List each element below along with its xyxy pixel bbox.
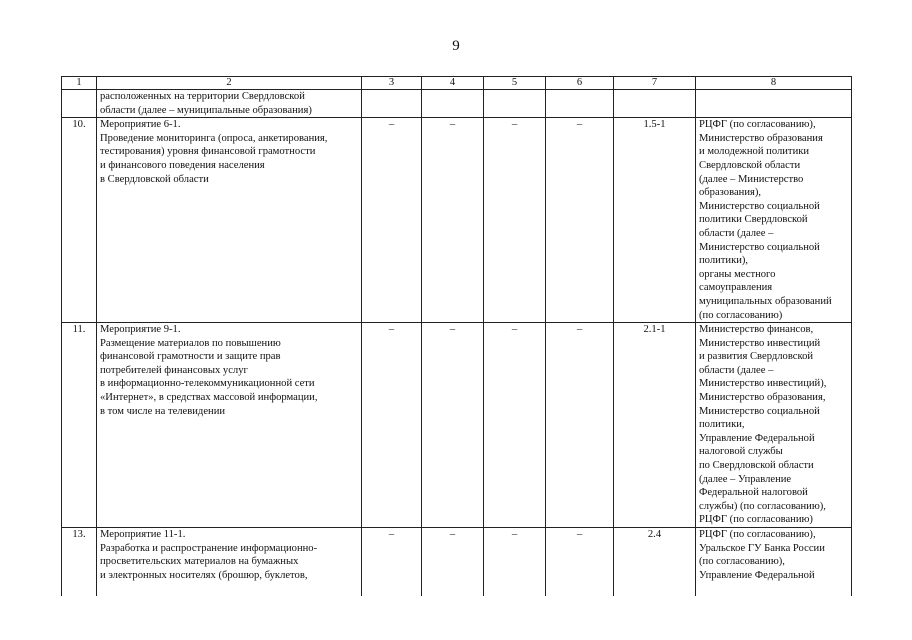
description-line: «Интернет», в средствах массовой информации,: [100, 392, 318, 404]
value-cell: [546, 90, 614, 118]
num-cell: 13.: [62, 528, 97, 597]
executor-line: (по согласованию),: [699, 556, 785, 568]
executor-line: Министерство социальной: [699, 200, 820, 212]
code-cell: [614, 90, 696, 118]
executor-line: (далее – Управление: [699, 473, 792, 485]
header-cell: 8: [696, 77, 852, 90]
description-line: просветительских материалов на бумажных: [100, 556, 299, 568]
executor-line: и развития Свердловской: [699, 351, 814, 363]
value-cell: –: [546, 323, 614, 528]
code-cell: 2.1-1: [614, 323, 696, 528]
description-line: Разработка и распространение информационно-: [100, 542, 318, 554]
description-line: тестирования) уровня финансовой грамотности: [100, 146, 316, 158]
description-line: в Свердловской области: [100, 173, 209, 185]
executor-line: области (далее –: [699, 227, 774, 239]
executors-cell: [696, 323, 852, 528]
value-cell: –: [362, 528, 422, 597]
executor-line: РЦФГ (по согласованию),: [699, 119, 816, 131]
table-row: [62, 323, 852, 528]
description-line: области (далее – муниципальные образования): [100, 104, 312, 116]
executor-line: по Свердловской области: [699, 460, 814, 472]
table-row: [62, 118, 852, 323]
header-cell: 1: [62, 77, 97, 90]
executor-line: службы) (по согласованию),: [699, 500, 826, 512]
executor-line: Министерство инвестиций: [699, 337, 821, 349]
value-cell: –: [546, 118, 614, 323]
executor-line: образования),: [699, 187, 762, 199]
value-cell: [484, 90, 546, 118]
executor-line: РЦФГ (по согласованию): [699, 514, 813, 526]
executor-line: Министерство социальной: [699, 241, 820, 253]
executor-line: Министерство образования: [699, 132, 823, 144]
description-line: потребителей финансовых услуг: [100, 364, 248, 376]
measures-table: [61, 76, 852, 596]
description-line: расположенных на территории Свердловской: [100, 91, 305, 102]
value-cell: –: [484, 528, 546, 597]
executor-line: Министерство образования,: [699, 392, 826, 404]
executor-line: Управление Федеральной: [699, 432, 815, 444]
executor-line: области (далее –: [699, 364, 774, 376]
executor-line: Свердловской области: [699, 159, 801, 171]
value-cell: –: [422, 528, 484, 597]
value-cell: –: [422, 118, 484, 323]
executor-line: органы местного: [699, 268, 776, 280]
header-cell: 5: [484, 77, 546, 90]
executors-cell: [696, 90, 852, 118]
table-row-continuation: [62, 90, 852, 118]
executors-cell: [696, 118, 852, 323]
executor-line: муниципальных образований: [699, 295, 832, 307]
executor-line: (по согласованию): [699, 309, 783, 321]
description-line: в том числе на телевидении: [100, 405, 226, 417]
num-cell: [62, 90, 97, 118]
column-number-row: [62, 77, 852, 90]
value-cell: –: [362, 118, 422, 323]
table-row: [62, 528, 852, 597]
page-number: 9: [452, 38, 460, 54]
description-line: в информационно-телекоммуникационной сети: [100, 378, 315, 390]
code-cell: 1.5-1: [614, 118, 696, 323]
header-cell: 7: [614, 77, 696, 90]
code-cell: 2.4: [614, 528, 696, 597]
executor-line: Федеральной налоговой: [699, 487, 808, 499]
executor-line: политики,: [699, 419, 745, 431]
executor-line: налоговой службы: [699, 446, 783, 458]
executor-line: политики Свердловской: [699, 214, 808, 226]
value-cell: –: [422, 323, 484, 528]
value-cell: –: [484, 323, 546, 528]
header-cell: 6: [546, 77, 614, 90]
value-cell: [422, 90, 484, 118]
executor-line: РЦФГ (по согласованию),: [699, 529, 816, 540]
executor-line: (далее – Министерство: [699, 173, 804, 185]
header-cell: 4: [422, 77, 484, 90]
executor-line: политики),: [699, 255, 749, 267]
description-line: и финансового поведения населения: [100, 159, 265, 171]
num-cell: 11.: [62, 323, 97, 528]
executor-line: самоуправления: [699, 282, 773, 294]
description-cell: [97, 323, 362, 528]
description-line: Мероприятие 9-1.: [100, 324, 181, 336]
executor-line: Министерство инвестиций),: [699, 378, 827, 390]
value-cell: –: [362, 323, 422, 528]
description-line: Мероприятие 6-1.: [100, 119, 181, 131]
executor-line: Управление Федеральной: [699, 569, 815, 581]
description-line: Размещение материалов по повышению: [100, 337, 281, 349]
executor-line: Министерство финансов,: [699, 324, 814, 336]
executors-cell: [696, 528, 852, 597]
description-cell: [97, 118, 362, 323]
executor-line: и молодежной политики: [699, 146, 810, 158]
description-line: Проведение мониторинга (опроса, анкетирования,: [100, 132, 328, 144]
header-cell: 3: [362, 77, 422, 90]
description-line: и электронных носителях (брошюр, буклетов,: [100, 569, 308, 581]
executor-line: Министерство социальной: [699, 405, 820, 417]
num-cell: 10.: [62, 118, 97, 323]
description-line: Мероприятие 11-1.: [100, 529, 186, 540]
description-cell: [97, 528, 362, 597]
value-cell: –: [484, 118, 546, 323]
description-cell: [97, 90, 362, 118]
value-cell: –: [546, 528, 614, 597]
executor-line: Уральское ГУ Банка России: [699, 542, 825, 554]
value-cell: [362, 90, 422, 118]
description-line: финансовой грамотности и защите прав: [100, 351, 281, 363]
header-cell: 2: [97, 77, 362, 90]
